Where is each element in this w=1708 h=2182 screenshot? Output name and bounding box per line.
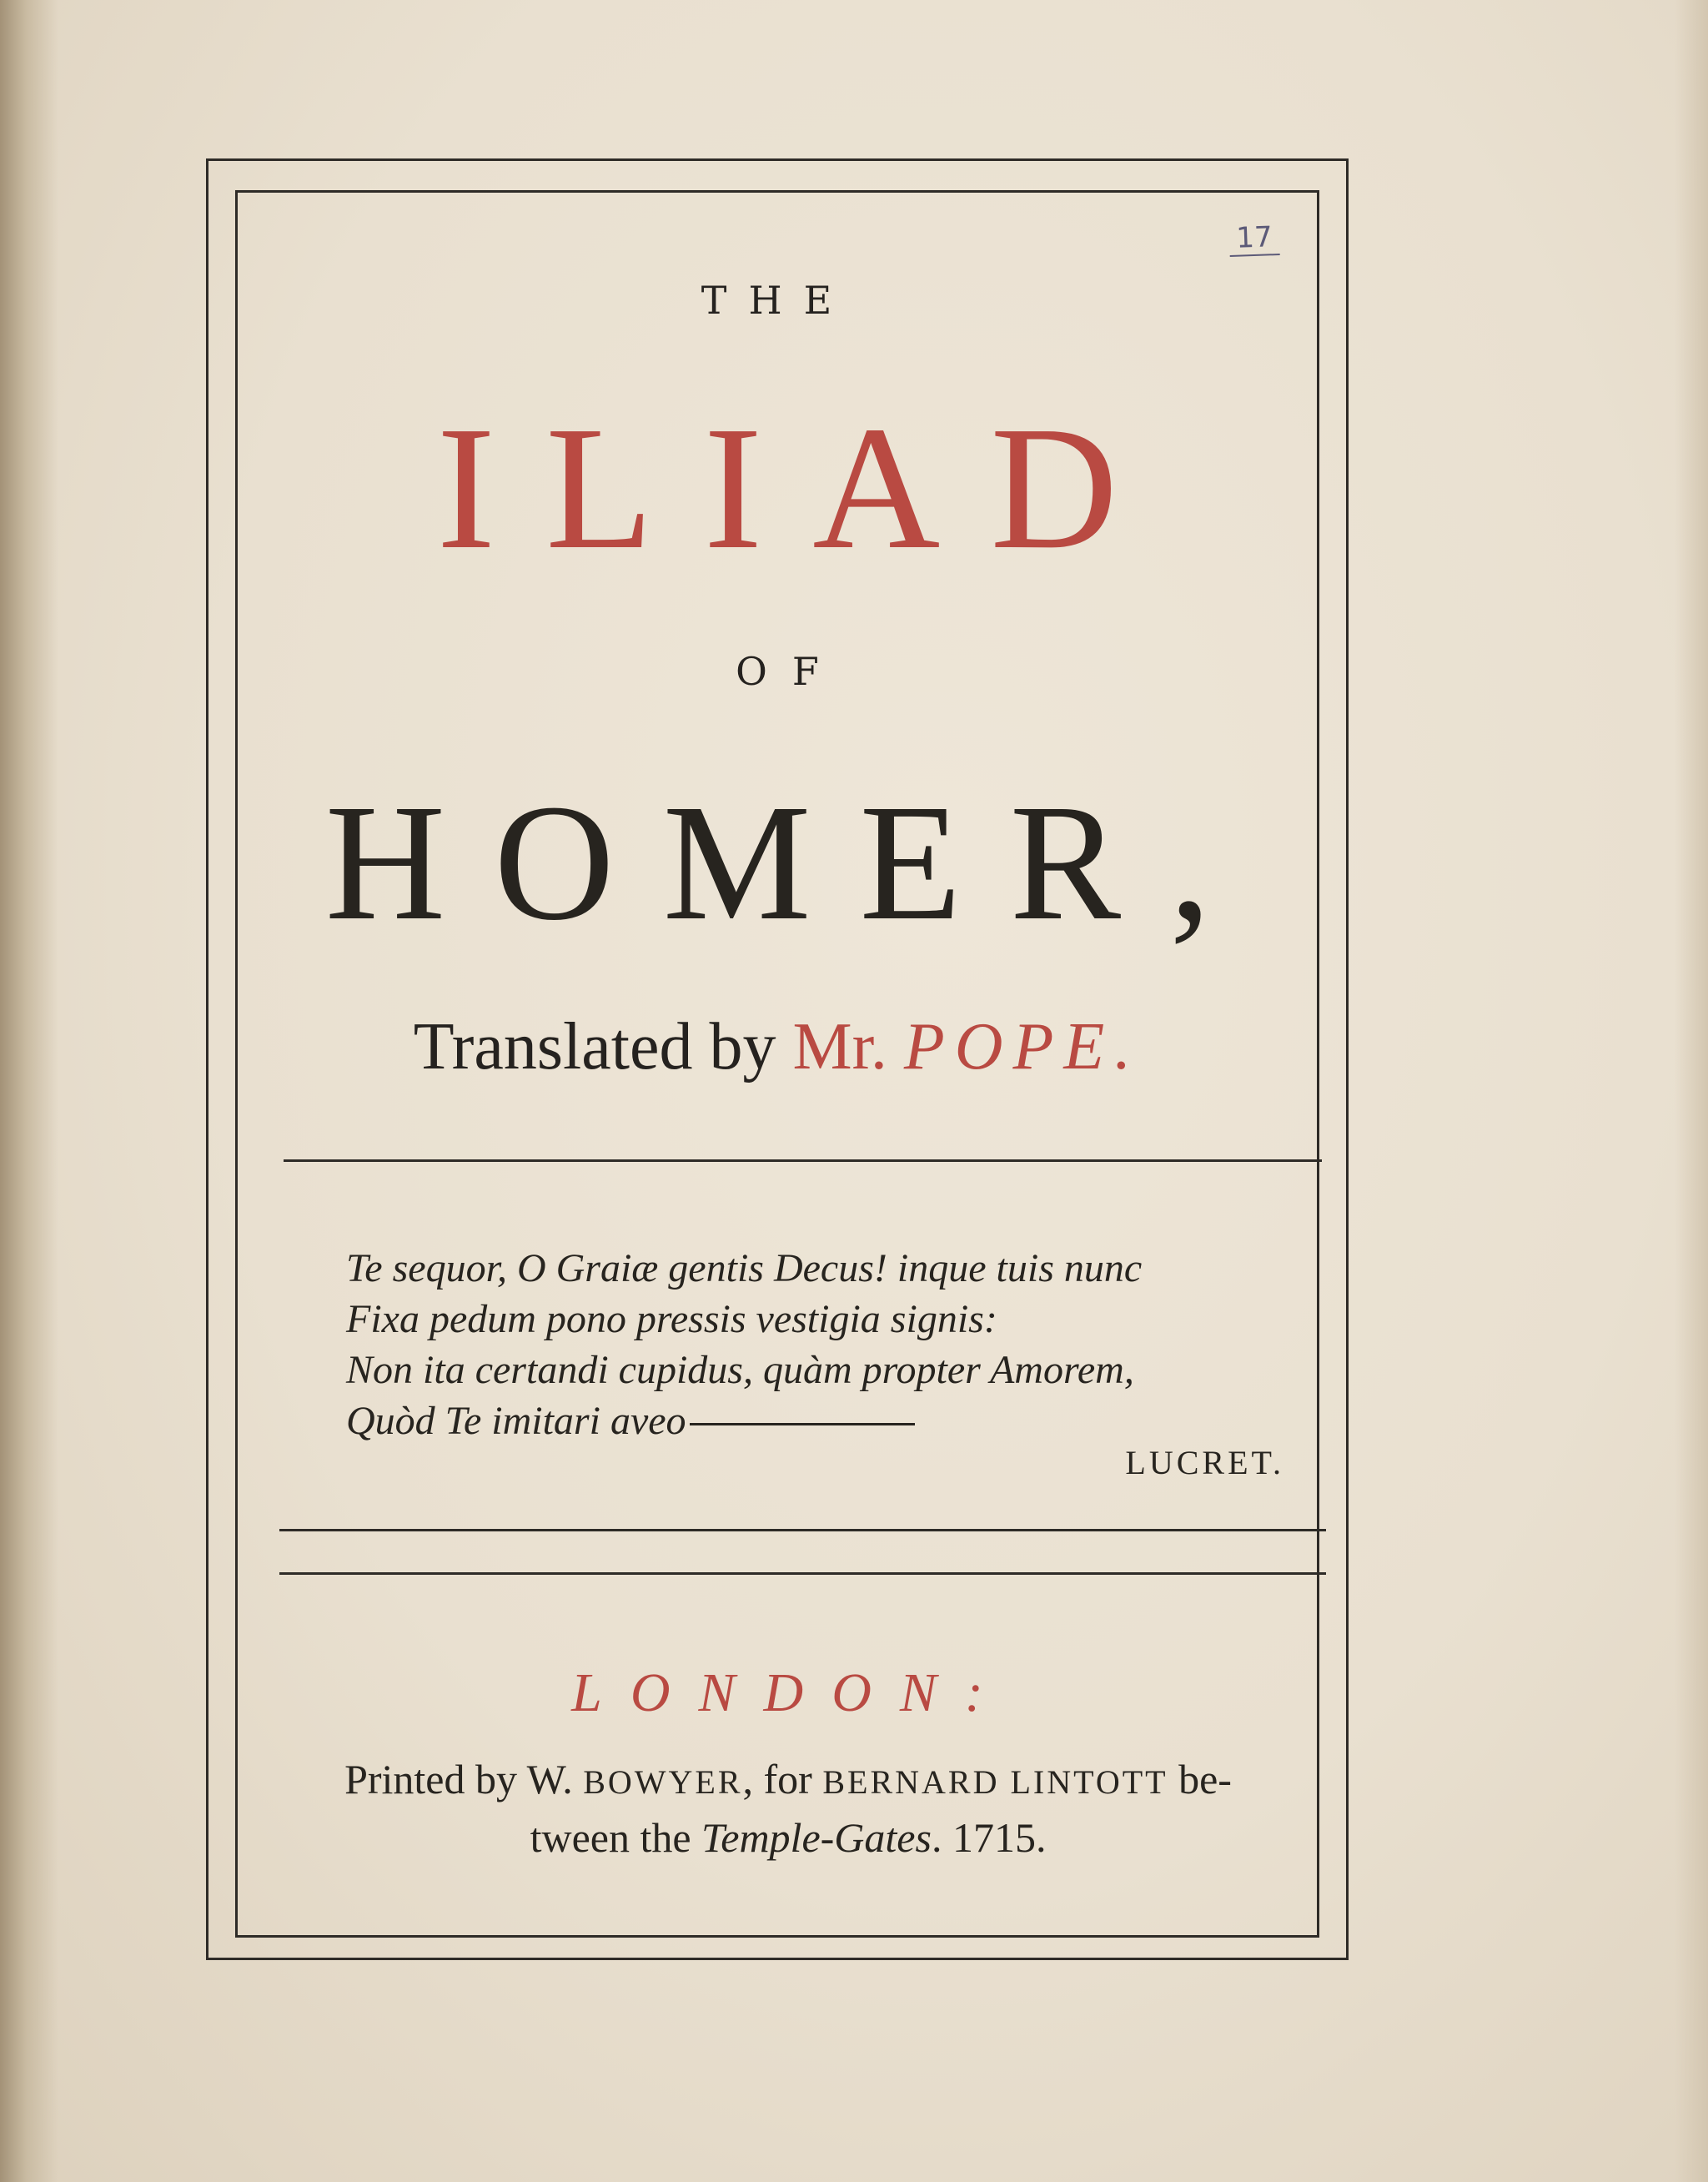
imprint-line-2: [250, 1810, 1326, 1865]
imprint-year: . 1715.: [931, 1814, 1047, 1861]
epigraph-dash: [690, 1423, 915, 1425]
imprint-be: be-: [1168, 1756, 1232, 1802]
page-number: 17: [1228, 220, 1279, 257]
imprint-publisher: BERNARD LINTOTT: [822, 1763, 1168, 1801]
rule-above-epigraph: [284, 1159, 1322, 1162]
epigraph-line: Fixa pedum pono pressis vestigia signis:: [346, 1297, 997, 1341]
imprint-city: LONDON:: [571, 1662, 1012, 1723]
imprint-place: Temple-Gates: [701, 1814, 932, 1861]
epigraph-line: Te sequor, O Graiæ gentis Decus! inque tuis nunc: [346, 1246, 1143, 1290]
page-edge: [1675, 0, 1708, 2182]
title-the: THE: [701, 278, 854, 323]
rule-below-epigraph-2: [279, 1572, 1326, 1575]
translator-mr: Mr.: [792, 1010, 904, 1083]
epigraph-attribution: LUCRET.: [1125, 1444, 1284, 1481]
translator-name: POPE.: [903, 1010, 1142, 1083]
title-iliad: ILIAD: [436, 390, 1168, 586]
imprint-printed-by: Printed by W.: [344, 1756, 584, 1802]
imprint-for: , for: [742, 1756, 823, 1802]
title-homer: HOMER,: [324, 771, 1260, 955]
epigraph: [346, 1243, 1280, 1446]
epigraph-line-last: [346, 1395, 1280, 1446]
translator-line: [235, 1005, 1319, 1088]
imprint-tween: tween the: [530, 1814, 702, 1861]
epigraph-line: Quòd Te imitari aveo: [346, 1399, 686, 1443]
imprint-printer: BOWYER: [583, 1763, 743, 1801]
imprint-text: [250, 1752, 1326, 1865]
title-of: OF: [736, 649, 844, 694]
translator-prefix: Translated by: [413, 1010, 793, 1083]
rule-below-epigraph-1: [279, 1529, 1326, 1531]
binding-gutter: [0, 0, 58, 2182]
epigraph-line: Non ita certandi cupidus, quàm propter Amorem,: [346, 1348, 1134, 1392]
imprint-line-1: [250, 1752, 1326, 1810]
